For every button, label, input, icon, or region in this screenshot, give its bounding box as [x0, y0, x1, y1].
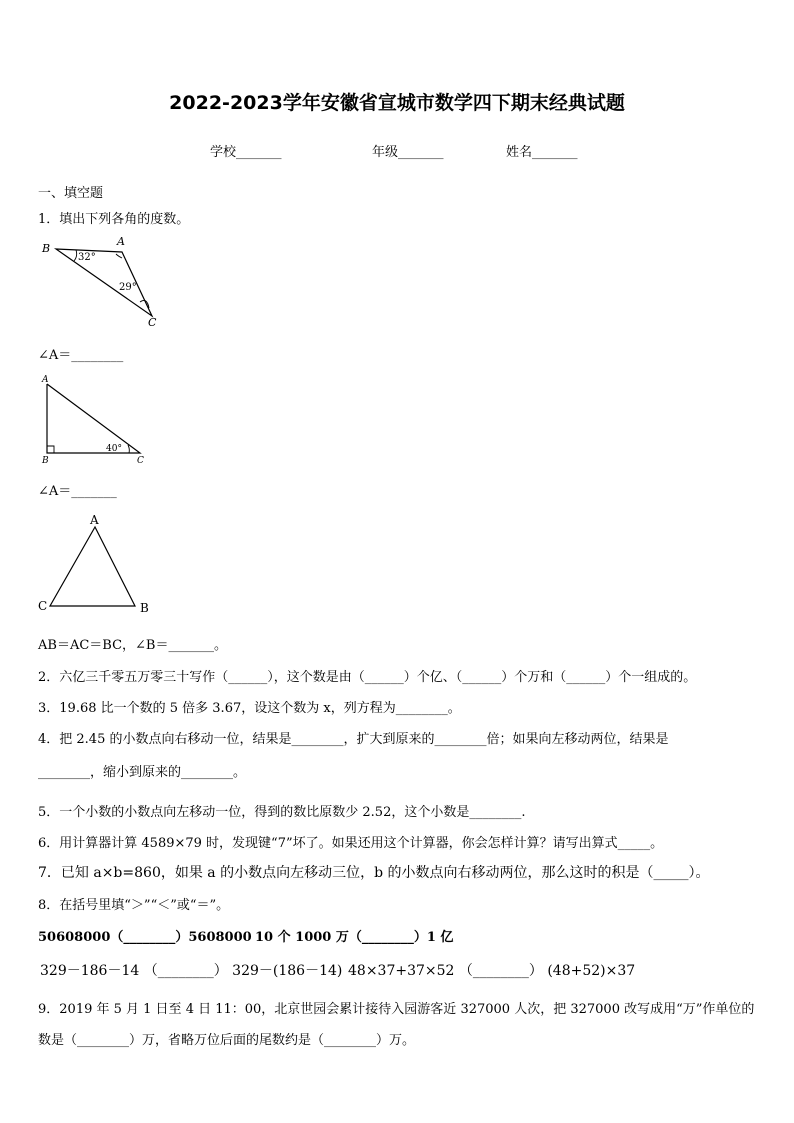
- page-title: 2022-2023学年安徽省宣城市数学四下期末经典试题: [169, 92, 625, 114]
- triangle-figure-2: [36, 372, 156, 466]
- question-8: 8．在括号里填“＞”“＜”或“＝”。: [38, 898, 230, 913]
- triangle-figure-1: [36, 234, 166, 330]
- question-2: 2．六亿三千零五万零三十写作（______），这个数是由（______）个亿、（______）个万和（______）个一组成的。: [38, 670, 697, 685]
- school-field: 学校_______: [210, 145, 282, 160]
- question-4-line-2: ________，缩小到原来的________。: [38, 765, 247, 780]
- question-9-line-1: 9．2019 年 5 月 1 日至 4 日 11：00，北京世园会累计接待入园游客近 327000 人次，把 327000 改写成用“万”作单位的: [38, 1002, 755, 1017]
- question-9-line-2: 数是（________）万，省略万位后面的尾数约是（________）万。: [38, 1033, 416, 1048]
- answer-1: ∠A＝________: [38, 348, 124, 363]
- vertex-c-label: C: [38, 599, 48, 613]
- angle-b-label: 32°: [78, 252, 96, 263]
- question-7: 7．已知 a×b=860，如果 a 的小数点向左移动三位，b 的小数点向右移动两位，那么这时的积是（_____）。: [38, 865, 710, 881]
- compare-row-2b: 48×37+37×52 （________） (48+52)×37: [348, 963, 636, 979]
- angle-c-label: 29°: [119, 282, 137, 293]
- vertex-b-label: B: [42, 456, 49, 466]
- question-1: 1．填出下列各角的度数。: [38, 212, 190, 227]
- compare-row-1a: 50608000（________）5608000: [38, 930, 252, 945]
- compare-row-2a: 329－186－14 （________） 329－(186－14): [40, 963, 343, 979]
- vertex-a-label: A: [117, 235, 125, 248]
- question-3: 3．19.68 比一个数的 5 倍多 3.67，设这个数为 x，列方程为________。: [38, 701, 461, 716]
- vertex-c-label: C: [137, 456, 144, 466]
- vertex-c-label: C: [148, 316, 157, 329]
- answer-2: ∠A＝_______: [38, 484, 117, 499]
- vertex-a-label: A: [42, 375, 49, 385]
- angle-c-label: 40°: [106, 444, 122, 454]
- grade-field: 年级_______: [372, 145, 444, 160]
- answer-3: AB＝AC＝BC，∠B＝_______。: [38, 638, 227, 653]
- compare-row-1b: 10 个 1000 万（________）1 亿: [255, 930, 454, 945]
- vertex-a-label: A: [90, 513, 99, 527]
- question-6: 6．用计算器计算 4589×79 时，发现键“7”坏了。如果还用这个计算器，你会怎样计算？请写出算式_____。: [38, 836, 664, 851]
- name-field: 姓名_______: [506, 145, 578, 160]
- vertex-b-label: B: [42, 242, 51, 255]
- vertex-b-label: B: [140, 601, 149, 615]
- triangle-figure-3: [36, 512, 156, 618]
- section-heading: 一、填空题: [38, 186, 104, 201]
- question-5: 5．一个小数的小数点向左移动一位，得到的数比原数少 2.52，这个小数是________.: [38, 805, 526, 820]
- question-4-line-1: 4．把 2.45 的小数点向右移动一位，结果是________，扩大到原来的________倍；如果向左移动两位，结果是: [38, 732, 669, 747]
